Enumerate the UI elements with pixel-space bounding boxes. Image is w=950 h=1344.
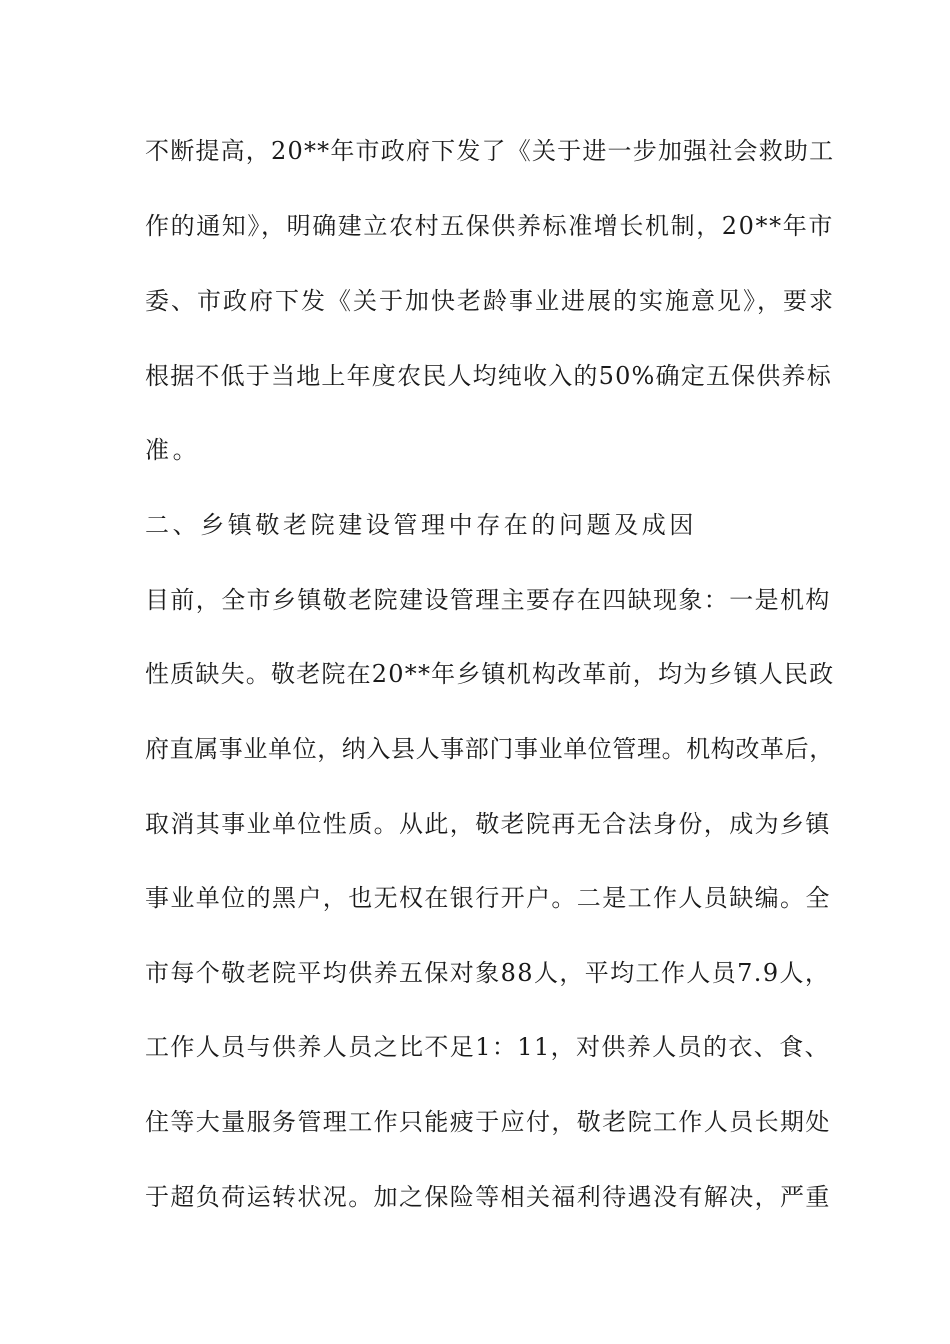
text-line: 作的通知》，明确建立农村五保供养标准增长机制，20**年市 <box>145 212 834 240</box>
text-line: 住等大量服务管理工作只能疲于应付，敬老院工作人员长期处 <box>145 1108 831 1136</box>
text-line: 根据不低于当地上年度农民人均纯收入的50%确定五保供养标 <box>145 362 832 390</box>
text-line: 市每个敬老院平均供养五保对象88人，平均工作人员7.9人， <box>145 959 831 987</box>
section-heading: 二、乡镇敬老院建设管理中存在的问题及成因 <box>145 511 697 539</box>
text-line: 取消其事业单位性质。从此，敬老院再无合法身份，成为乡镇 <box>145 810 831 838</box>
text-line: 性质缺失。敬老院在20**年乡镇机构改革前，均为乡镇人民政 <box>145 660 835 688</box>
text-line: 委、市政府下发《关于加快老龄事业进展的实施意见》，要求 <box>145 287 835 315</box>
text-line: 于超负荷运转状况。加之保险等相关福利待遇没有解决，严重 <box>145 1183 831 1211</box>
text-line: 事业单位的黑户，也无权在银行开户。二是工作人员缺编。全 <box>145 884 831 912</box>
text-line: 目前，全市乡镇敬老院建设管理主要存在四缺现象：一是机构 <box>145 586 831 614</box>
text-line: 准。 <box>145 436 201 464</box>
text-line: 不断提高，20**年市政府下发了《关于进一步加强社会救助工 <box>145 137 835 165</box>
text-line: 工作人员与供养人员之比不足1：11，对供养人员的衣、食、 <box>145 1033 831 1061</box>
text-line: 府直属事业单位，纳入县人事部门事业单位管理。机构改革后， <box>145 735 834 763</box>
